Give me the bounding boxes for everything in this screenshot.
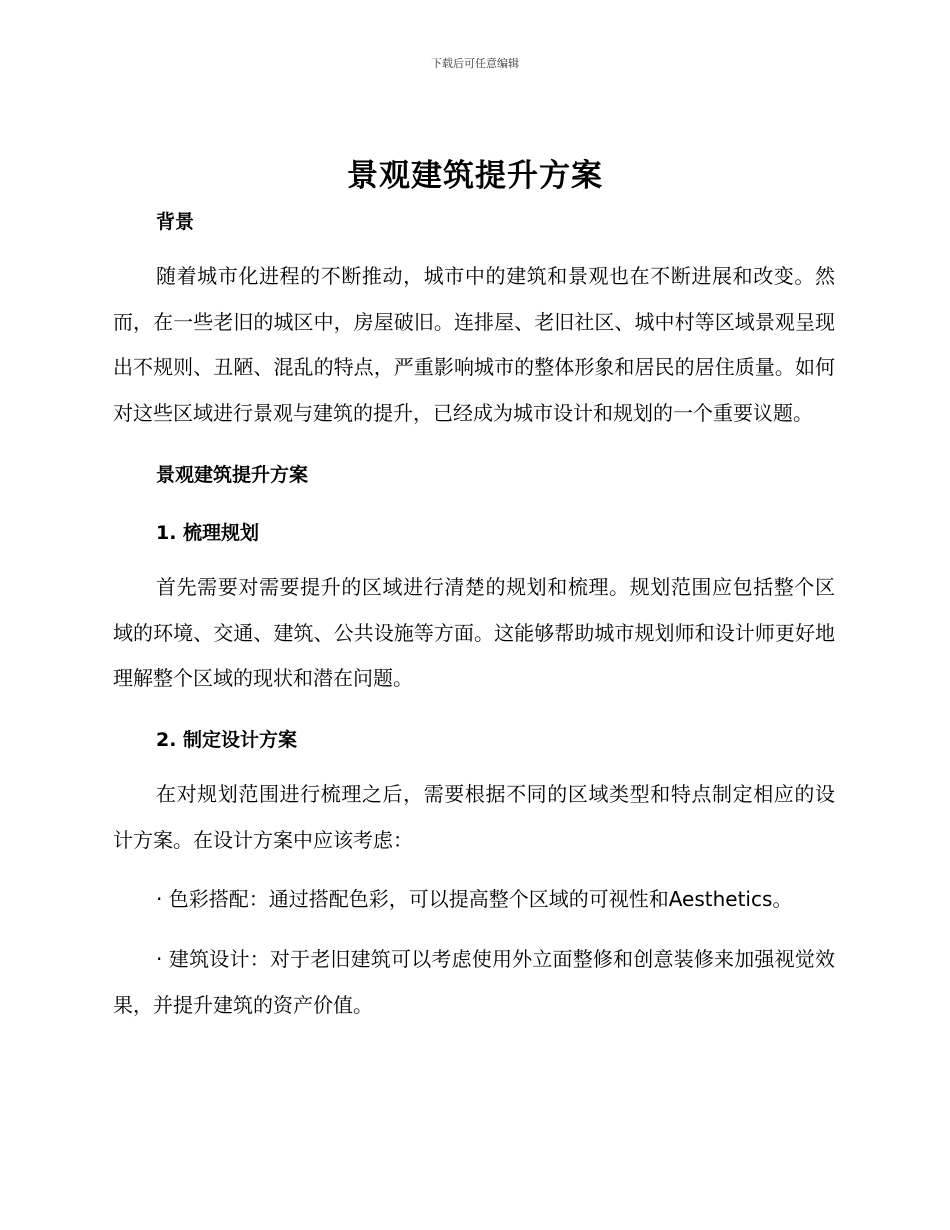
step1-paragraph: 首先需要对需要提升的区域进行清楚的规划和梳理。规划范围应包括整个区域的环境、交通、建筑、公共设施等方面。这能够帮助城市规划师和设计师更好地理解整个区域的现状和潜在问题。 (113, 574, 835, 691)
step2-heading: 2. 制定设计方案 (156, 728, 298, 751)
document-body (113, 204, 835, 1028)
background-paragraph: 随着城市化进程的不断推动，城市中的建筑和景观也在不断进展和改变。然而，在一些老旧的城区中，房屋破旧。连排屋、老旧社区、城中村等区域景观呈现出不规则、丑陋、混乱的特点，严重影响城市的整体形象和居民的居住质量。如何对这些区域进行景观与建筑的提升，已经成为城市设计和规划的一个重要议题。 (113, 264, 835, 426)
plan-heading: 景观建筑提升方案 (156, 463, 309, 486)
background-heading: 背景 (156, 211, 195, 233)
step2-paragraph: 在对规划范围进行梳理之后，需要根据不同的区域类型和特点制定相应的设计方案。在设计方案中应该考虑： (113, 781, 835, 852)
bullet-color: · 色彩搭配：通过搭配色彩，可以提高整个区域的可视性和Aesthetics。 (156, 887, 793, 912)
document-title: 景观建筑提升方案 (347, 158, 603, 194)
step1-heading: 1. 梳理规划 (156, 521, 260, 544)
header-note: 下载后可任意编辑 (431, 57, 519, 70)
bullet-architecture: · 建筑设计：对于老旧建筑可以考虑使用外立面整修和创意装修来加强视觉效果，并提升建筑的资产价值。 (113, 947, 835, 1017)
